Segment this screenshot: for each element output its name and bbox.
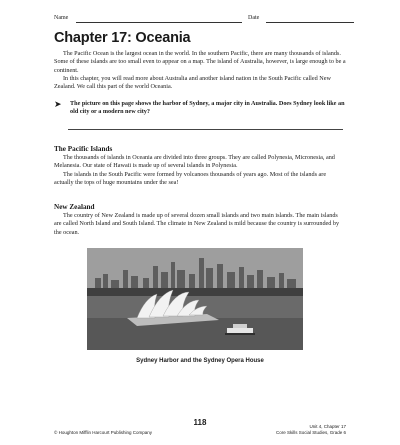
name-date-header: [54, 15, 354, 25]
unit-chapter-label: Unit 4, Chapter 17: [309, 424, 346, 429]
intro-paragraph-2: In this chapter, you will read more about Australia and another island nation in the South Pacific called New Zealand. We call this part of the world Oceania.: [54, 74, 331, 91]
question-text: The picture on this page shows the harbor of Sydney, a major city in Australia. Does Sydney look like an old city or a modern new city?: [70, 100, 345, 116]
intro-paragraph-1: The Pacific Ocean is the largest ocean in the world. In the southern Pacific, there are many thousands of islands. Some of these islands are too small even to appear on a map. The island of Australia, however, is large enough to be a continent.: [54, 50, 346, 74]
pacific-islands-paragraph-1: The thousands of islands in Oceania are divided into three groups. They are called Polynesia, Micronesia, and Melanesia. Our state of Hawaii is made up of several islands in Polynesia.: [54, 154, 335, 170]
name-label: Name: [54, 15, 69, 21]
arrow-icon: ➤: [54, 99, 62, 109]
copyright-notice: © Houghton Mifflin Harcourt Publishing Company: [54, 430, 153, 435]
chapter-title: Chapter 17: Oceania: [54, 30, 191, 46]
pacific-islands-heading: The Pacific Islands: [54, 145, 113, 153]
intro-section: [54, 50, 346, 91]
page-number: 118: [193, 418, 207, 427]
date-label: Date: [248, 15, 260, 21]
answer-line[interactable]: [68, 129, 343, 130]
photo-caption: Sydney Harbor and the Sydney Opera House: [136, 358, 264, 364]
new-zealand-section: [54, 203, 346, 237]
pacific-islands-section: [54, 145, 346, 187]
date-line: [266, 22, 354, 23]
new-zealand-paragraph-1: The country of New Zealand is made up of several dozen small islands and two main islands. The main islands are called North Island and South Island. The climate in New Zealand is mild because the country is surrounded by the ocean.: [54, 212, 340, 236]
sydney-harbor-image: [87, 248, 303, 350]
sydney-harbor-photo: [87, 248, 303, 350]
pacific-islands-paragraph-2: The islands in the South Pacific were formed by volcanoes thousands of years ago. Most of the islands are actually the tops of huge mountains under the sea!: [54, 170, 327, 186]
course-title-label: Core Skills Social Studies, Grade 6: [275, 430, 346, 435]
new-zealand-heading: New Zealand: [54, 203, 95, 211]
course-info: [276, 424, 346, 436]
name-line: [76, 22, 242, 23]
